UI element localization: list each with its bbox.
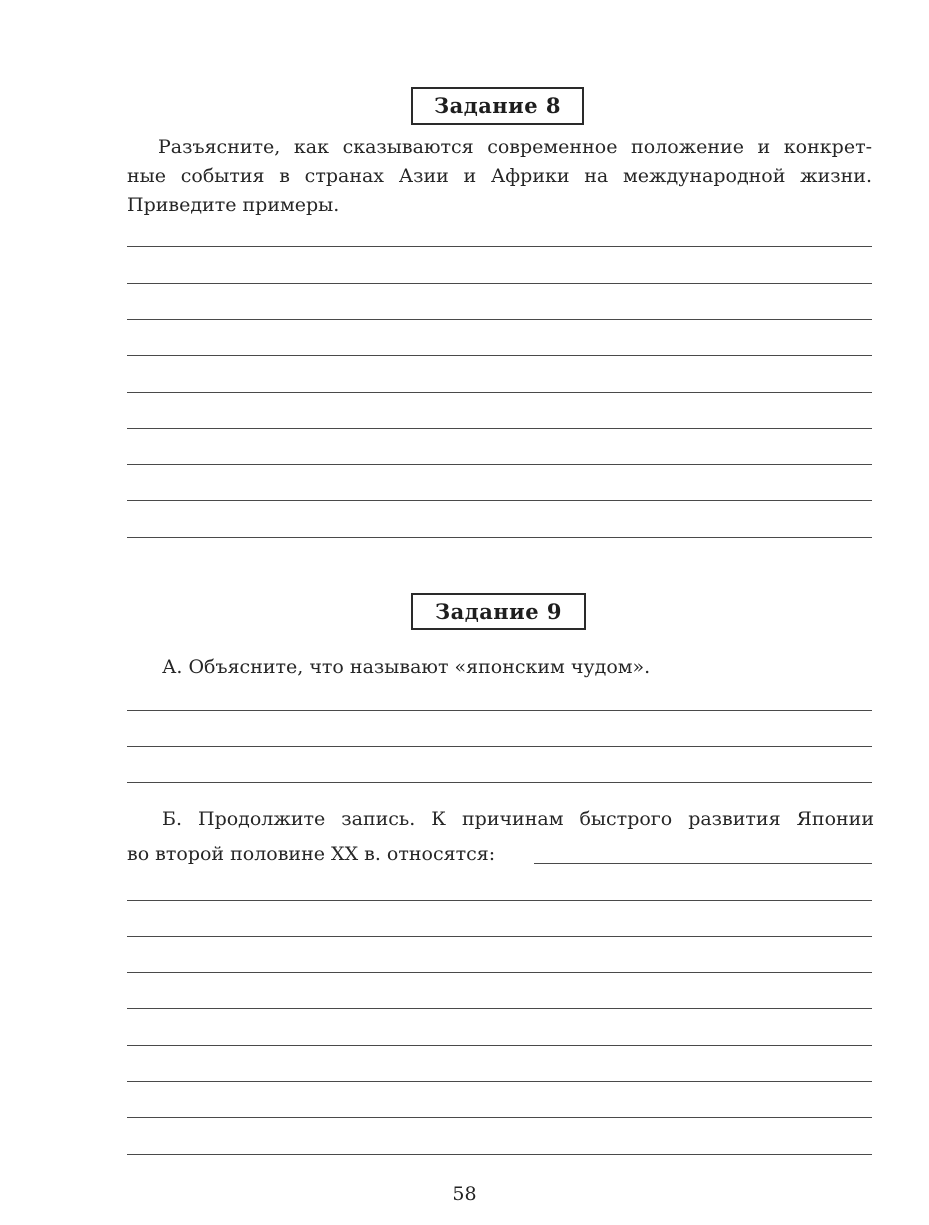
task-8-prompt-line-1: Разъясните, как сказываются современное положение и конкрет-	[158, 136, 872, 158]
task-8-answer-line-4[interactable]	[127, 355, 872, 356]
task-9b-inline-answer-line[interactable]	[534, 863, 872, 864]
task-9-part-b-line-2: во второй половине XX в. относятся:	[127, 843, 496, 865]
task-9b-answer-line-1[interactable]	[127, 900, 872, 901]
task-8-answer-line-5[interactable]	[127, 392, 872, 393]
task-9-part-b-line-1: Б. Продолжите запись. К причинам быстрого развития Японии	[162, 808, 874, 830]
task-9b-answer-line-7[interactable]	[127, 1117, 872, 1118]
task-8-answer-line-1[interactable]	[127, 246, 872, 247]
task-9b-answer-line-8[interactable]	[127, 1154, 872, 1155]
task-9a-answer-line-2[interactable]	[127, 746, 872, 747]
page-number: 58	[452, 1183, 477, 1205]
task-9-part-a: А. Объясните, что называют «японским чудом».	[162, 656, 651, 678]
task-9b-answer-line-2[interactable]	[127, 936, 872, 937]
task-9b-answer-line-5[interactable]	[127, 1045, 872, 1046]
task-9b-answer-line-3[interactable]	[127, 972, 872, 973]
task-9a-answer-line-3[interactable]	[127, 782, 872, 783]
task-8-answer-line-8[interactable]	[127, 500, 872, 501]
task-8-answer-line-2[interactable]	[127, 283, 872, 284]
task-8-answer-line-7[interactable]	[127, 464, 872, 465]
task-8-answer-line-9[interactable]	[127, 537, 872, 538]
task-8-title: Задание 8	[411, 87, 584, 125]
task-9b-answer-line-4[interactable]	[127, 1008, 872, 1009]
task-8-answer-line-6[interactable]	[127, 428, 872, 429]
task-8-answer-line-3[interactable]	[127, 319, 872, 320]
task-8-prompt-line-3: Приведите примеры.	[127, 194, 340, 216]
task-8-prompt-line-2: ные события в странах Азии и Африки на международной жизни.	[127, 165, 872, 187]
task-9b-answer-line-6[interactable]	[127, 1081, 872, 1082]
task-9-title: Задание 9	[411, 593, 586, 630]
task-9a-answer-line-1[interactable]	[127, 710, 872, 711]
